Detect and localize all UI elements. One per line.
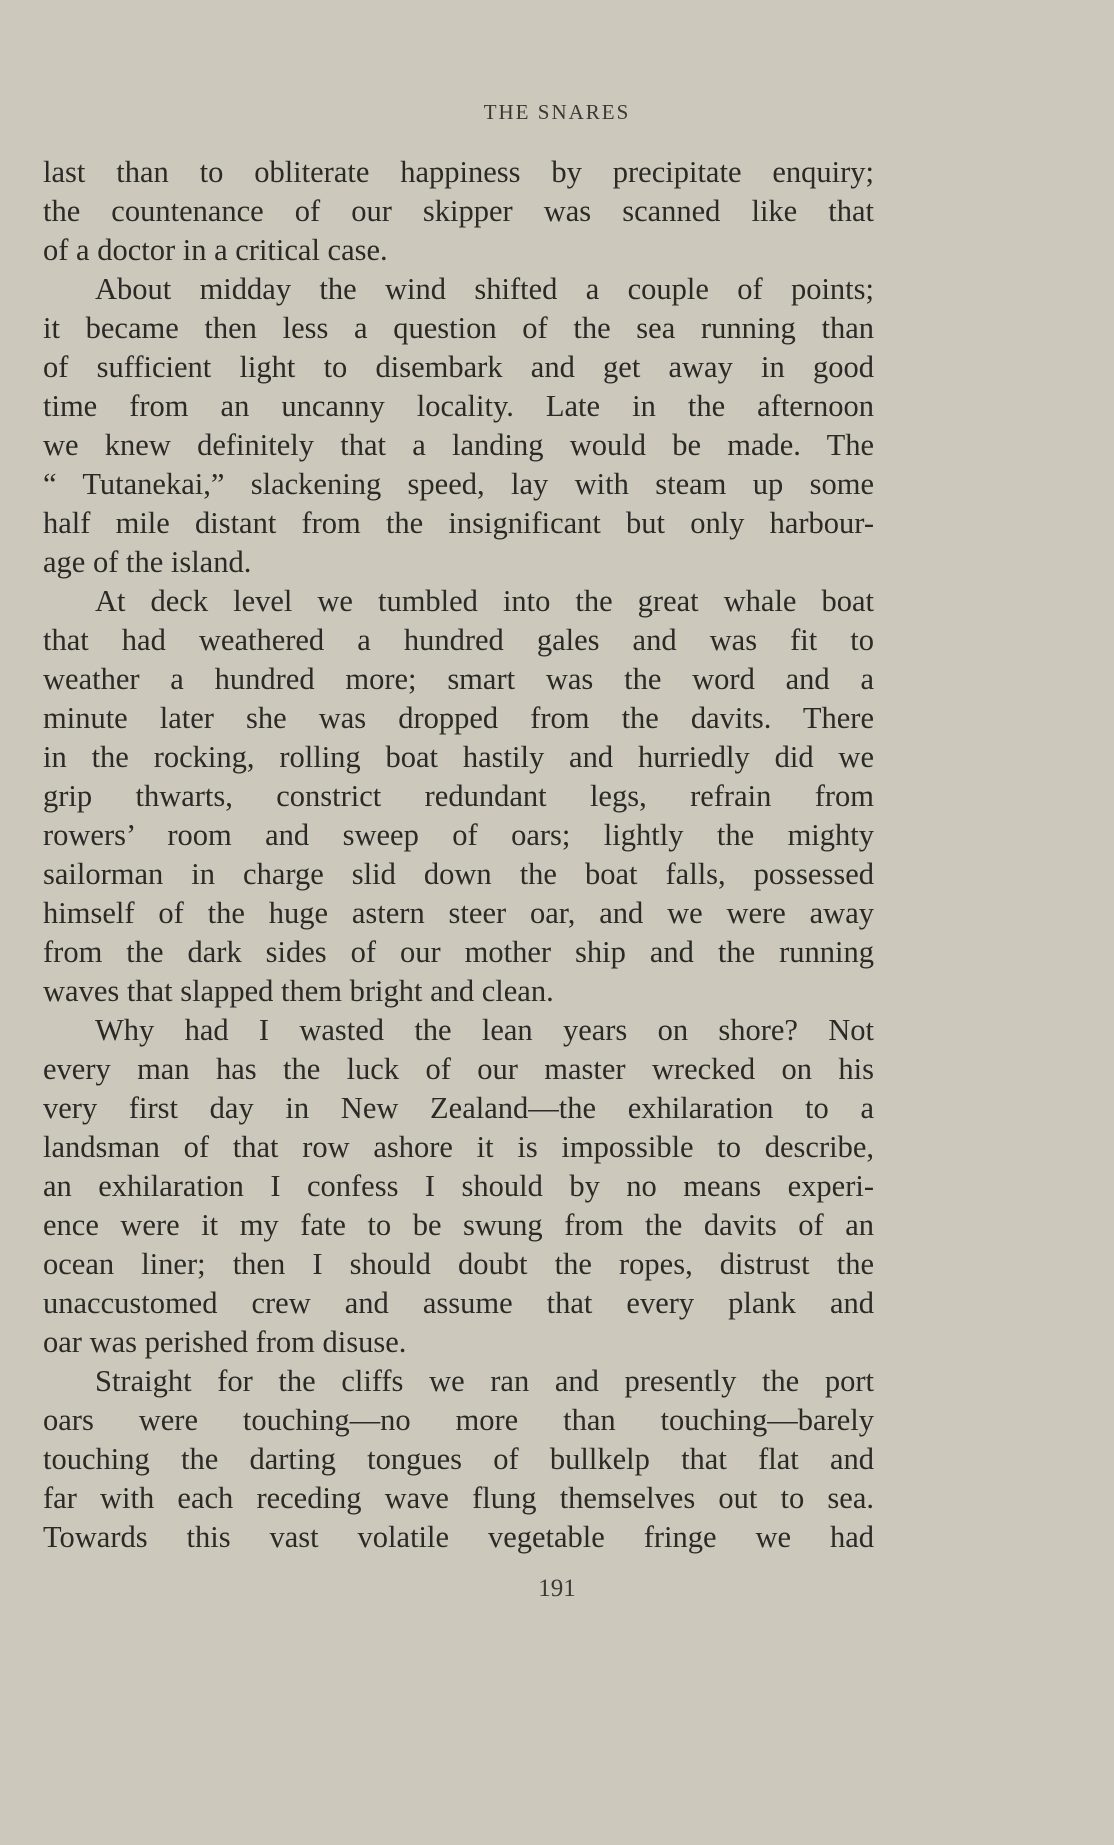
body-text bbox=[43, 153, 874, 1557]
running-head: THE SNARES bbox=[483, 100, 631, 124]
text-line: ence were it my fate to be swung from the davits of an bbox=[43, 1208, 874, 1242]
text-line: time from an uncanny locality. Late in the afternoon bbox=[43, 389, 874, 423]
text-line: touching the darting tongues of bullkelp that flat and bbox=[43, 1442, 874, 1476]
page-number: 191 bbox=[538, 1575, 576, 1602]
text-line: age of the island. bbox=[43, 545, 252, 579]
text-line: the countenance of our skipper was scanned like that bbox=[43, 194, 874, 228]
text-line: oars were touching—no more than touching—barely bbox=[43, 1403, 874, 1437]
text-line: Why had I wasted the lean years on shore? Not bbox=[95, 1013, 874, 1047]
text-line: minute later she was dropped from the davits. There bbox=[43, 701, 874, 735]
text-line: waves that slapped them bright and clean. bbox=[43, 974, 554, 1008]
text-line: very first day in New Zealand—the exhilaration to a bbox=[43, 1091, 874, 1125]
text-line: landsman of that row ashore it is impossible to describe, bbox=[43, 1130, 874, 1164]
text-line: At deck level we tumbled into the great whale boat bbox=[95, 584, 874, 618]
text-line: far with each receding wave flung themselves out to sea. bbox=[43, 1481, 874, 1515]
text-line: unaccustomed crew and assume that every plank and bbox=[43, 1286, 874, 1320]
text-line: weather a hundred more; smart was the word and a bbox=[43, 662, 874, 696]
text-line: we knew definitely that a landing would be made. The bbox=[43, 428, 874, 462]
text-line: About midday the wind shifted a couple of points; bbox=[95, 272, 874, 306]
text-line: that had weathered a hundred gales and was fit to bbox=[43, 623, 874, 657]
text-line: of a doctor in a critical case. bbox=[43, 233, 388, 267]
text-line: an exhilaration I confess I should by no means experi- bbox=[43, 1169, 874, 1203]
text-line: it became then less a question of the sea running than bbox=[43, 311, 874, 345]
text-line: of sufficient light to disembark and get away in good bbox=[43, 350, 874, 384]
text-line: grip thwarts, constrict redundant legs, refrain from bbox=[43, 779, 874, 813]
text-line: rowers’ room and sweep of oars; lightly the mighty bbox=[43, 818, 874, 852]
text-line: Straight for the cliffs we ran and presently the port bbox=[95, 1364, 874, 1398]
text-line: every man has the luck of our master wrecked on his bbox=[43, 1052, 874, 1086]
text-line: ocean liner; then I should doubt the ropes, distrust the bbox=[43, 1247, 874, 1281]
text-line: “ Tutanekai,” slackening speed, lay with steam up some bbox=[43, 467, 874, 501]
text-line: himself of the huge astern steer oar, and we were away bbox=[43, 896, 874, 930]
text-line: half mile distant from the insignificant but only harbour- bbox=[43, 506, 874, 540]
text-line: last than to obliterate happiness by precipitate enquiry; bbox=[43, 155, 874, 189]
text-line: from the dark sides of our mother ship and the running bbox=[43, 935, 874, 969]
text-line: in the rocking, rolling boat hastily and hurriedly did we bbox=[43, 740, 874, 774]
text-line: sailorman in charge slid down the boat falls, possessed bbox=[43, 857, 874, 891]
text-line: Towards this vast volatile vegetable fringe we had bbox=[43, 1520, 874, 1554]
text-line: oar was perished from disuse. bbox=[43, 1325, 407, 1359]
